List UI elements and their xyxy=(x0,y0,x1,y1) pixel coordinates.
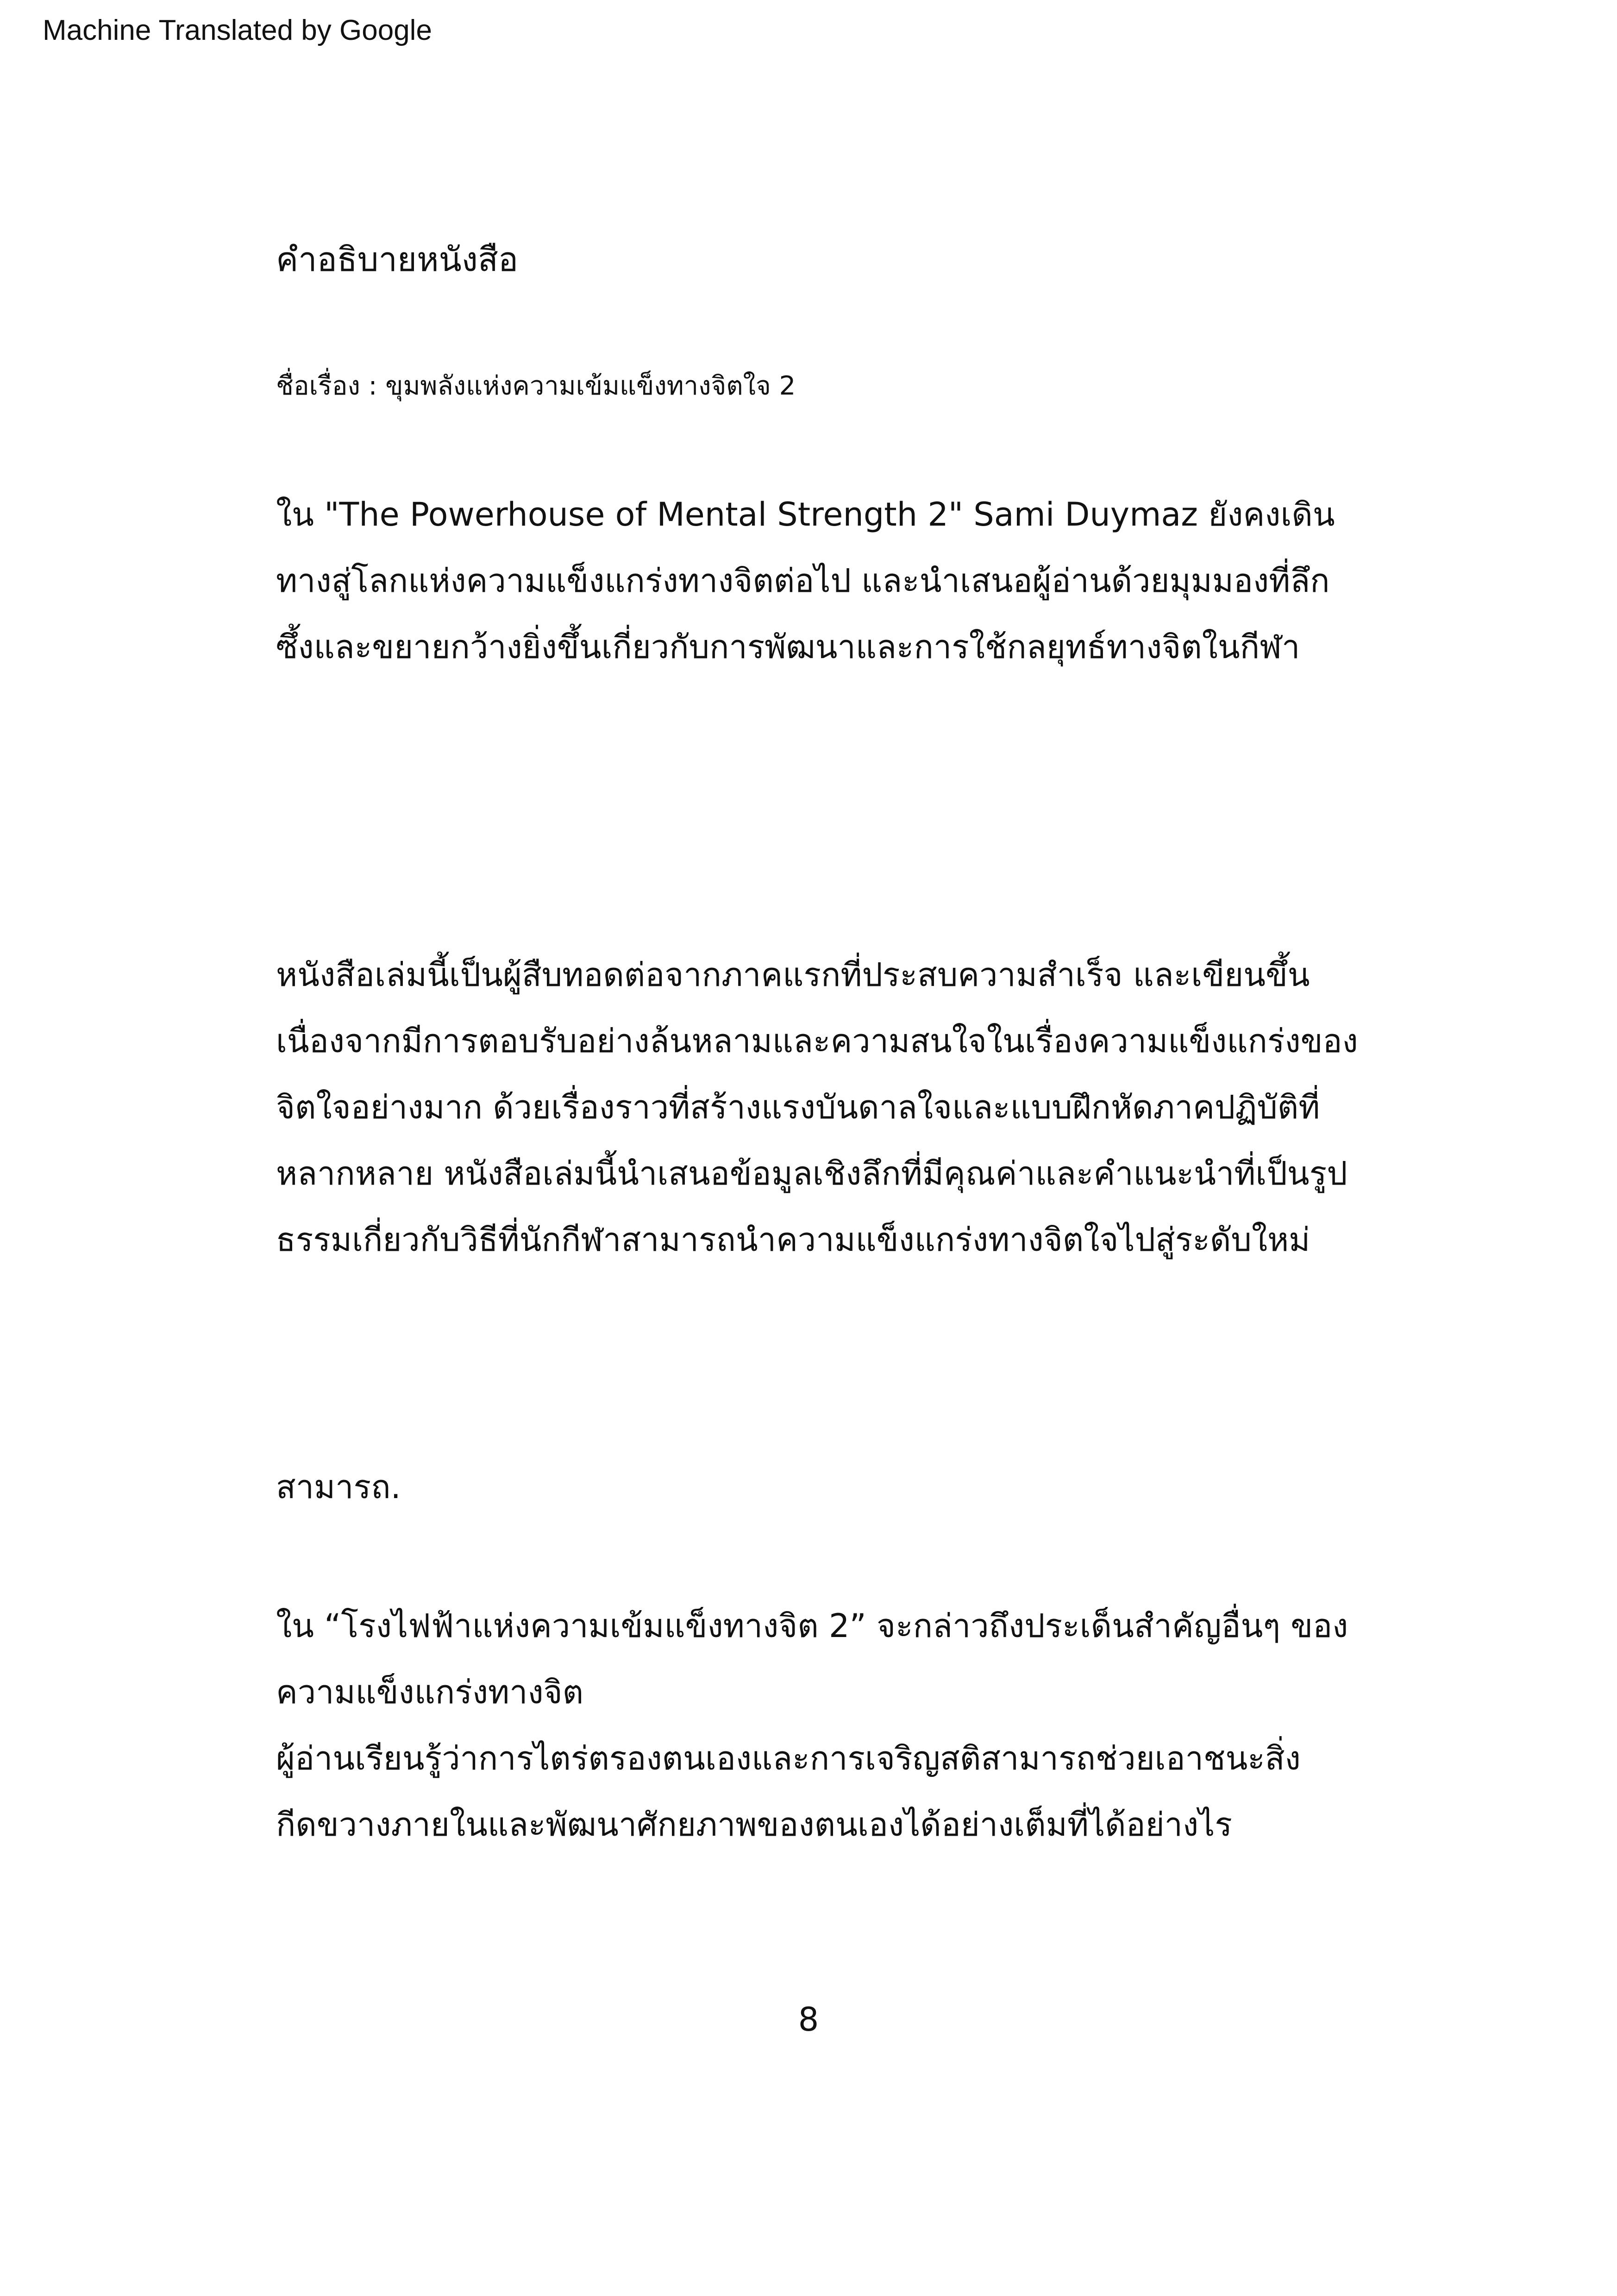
paragraph-line: จิตใจอย่างมาก ด้วยเรื่องราวที่สร้างแรงบันดาลใจและแบบฝึกหัดภาคปฏิบัติที่ xyxy=(276,1088,1320,1126)
paragraph-fragment xyxy=(276,1454,1397,1520)
paragraph-line: ซึ้งและขยายกว้างยิ่งขึ้นเกี่ยวกับการพัฒนาและการใช้กลยุทธ์ทางจิตในกีฬา xyxy=(276,628,1300,666)
paragraph-line: เนื่องจากมีการตอบรับอย่างล้นหลามและความสนใจในเรื่องความแข็งแกร่งของ xyxy=(276,1022,1358,1060)
paragraph-line: กีดขวางภายในและพัฒนาศักยภาพของตนเองได้อย่างเต็มที่ได้อย่างไร xyxy=(276,1806,1232,1844)
paragraph-line: ผู้อ่านเรียนรู้ว่าการไตร่ตรองตนเองและการเจริญสติสามารถช่วยเอาชนะสิ่ง xyxy=(276,1739,1301,1777)
machine-translation-banner: Machine Translated by Google xyxy=(43,14,432,46)
paragraph-line: ความแข็งแกร่งทางจิต xyxy=(276,1673,584,1711)
paragraph-line: หลากหลาย หนังสือเล่มนี้นำเสนอข้อมูลเชิงลึกที่มีคุณค่าและคำแนะนำที่เป็นรูป xyxy=(276,1154,1348,1192)
paragraph-line: ใน "The Powerhouse of Mental Strength 2" Sami Duymaz ยังคงเดิน xyxy=(276,496,1335,533)
page-number: 8 xyxy=(798,2001,819,2039)
section-heading: คำอธิบายหนังสือ xyxy=(276,240,519,279)
paragraph-line: สามารถ. xyxy=(276,1468,401,1506)
paragraph-line: ธรรมเกี่ยวกับวิธีที่นักกีฬาสามารถนำความแข็งแกร่งทางจิตใจไปสู่ระดับใหม่ xyxy=(276,1221,1310,1259)
paragraph-successor xyxy=(276,942,1397,1273)
book-title-line: ชื่อเรื่อง : ขุมพลังแห่งความเข้มแข็งทางจิตใจ 2 xyxy=(276,371,796,401)
paragraph-themes xyxy=(276,1593,1397,1858)
paragraph-line: ใน “โรงไฟฟ้าแห่งความเข้มแข็งทางจิต 2” จะกล่าวถึงประเด็นสำคัญอื่นๆ ของ xyxy=(276,1607,1348,1645)
paragraph-intro xyxy=(276,482,1397,680)
paragraph-line: หนังสือเล่มนี้เป็นผู้สืบทอดต่อจากภาคแรกที่ประสบความสำเร็จ และเขียนขึ้น xyxy=(276,956,1310,994)
paragraph-line: ทางสู่โลกแห่งความแข็งแกร่งทางจิตต่อไป และนำเสนอผู้อ่านด้วยมุมมองที่ลึก xyxy=(276,562,1330,600)
